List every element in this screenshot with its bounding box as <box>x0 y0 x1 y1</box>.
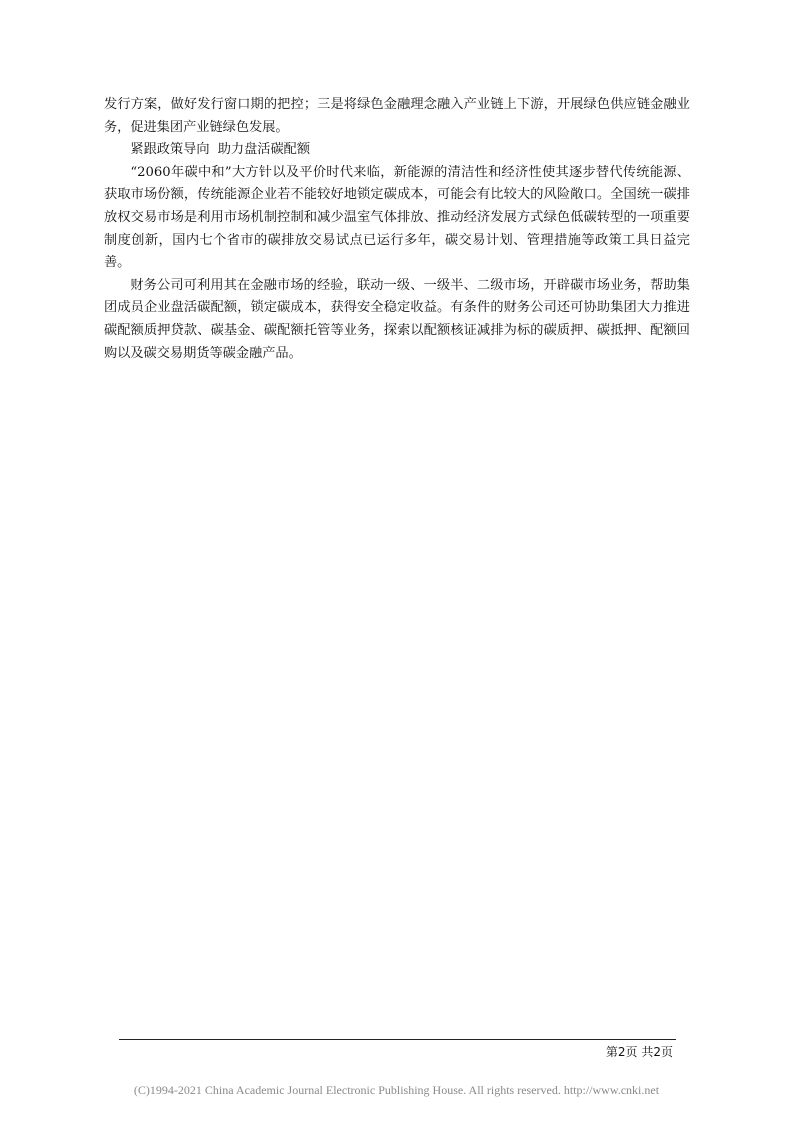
footer-divider <box>119 1039 676 1040</box>
paragraph-continuation: 发行方案，做好发行窗口期的把控；三是将绿色金融理念融入产业链上下游，开展绿色供应链金融业务，促进集团产业链绿色发展。 <box>104 97 690 135</box>
paragraph-carbon-neutral: “2060年碳中和”大方针以及平价时代来临，新能源的清洁性和经济性使其逐步替代传统能源、获取市场份额，传统能源企业若不能较好地锁定碳成本，可能会有比较大的风险敞口。全国统一碳排放权交易市场是利用市场机制控制和减少温室气体排放、推动经济发展方式绿色低碳转型的一项重要制度创新，国内七个省市的碳排放交易试点已运行多年，碳交易计划、管理措施等政策工具日益完善。 <box>104 164 690 271</box>
copyright-notice: (C)1994-2021 China Academic Journal Electronic Publishing House. All rights reserved. http://www.cnki.net <box>133 1083 660 1097</box>
section-heading: 紧跟政策导向 助力盘活碳配额 <box>130 142 311 158</box>
page-number: 第2页 共2页 <box>605 1045 673 1059</box>
article-body <box>104 94 690 365</box>
paragraph-finance-company: 财务公司可利用其在金融市场的经验，联动一级、一级半、二级市场，开辟碳市场业务，帮助集团成员企业盘活碳配额，锁定碳成本，获得安全稳定收益。有条件的财务公司还可协助集团大力推进碳配额质押贷款、碳基金、碳配额托管等业务，探索以配额核证减排为标的碳质押、碳抵押、配额回购以及碳交易期货等碳金融产品。 <box>104 277 690 361</box>
